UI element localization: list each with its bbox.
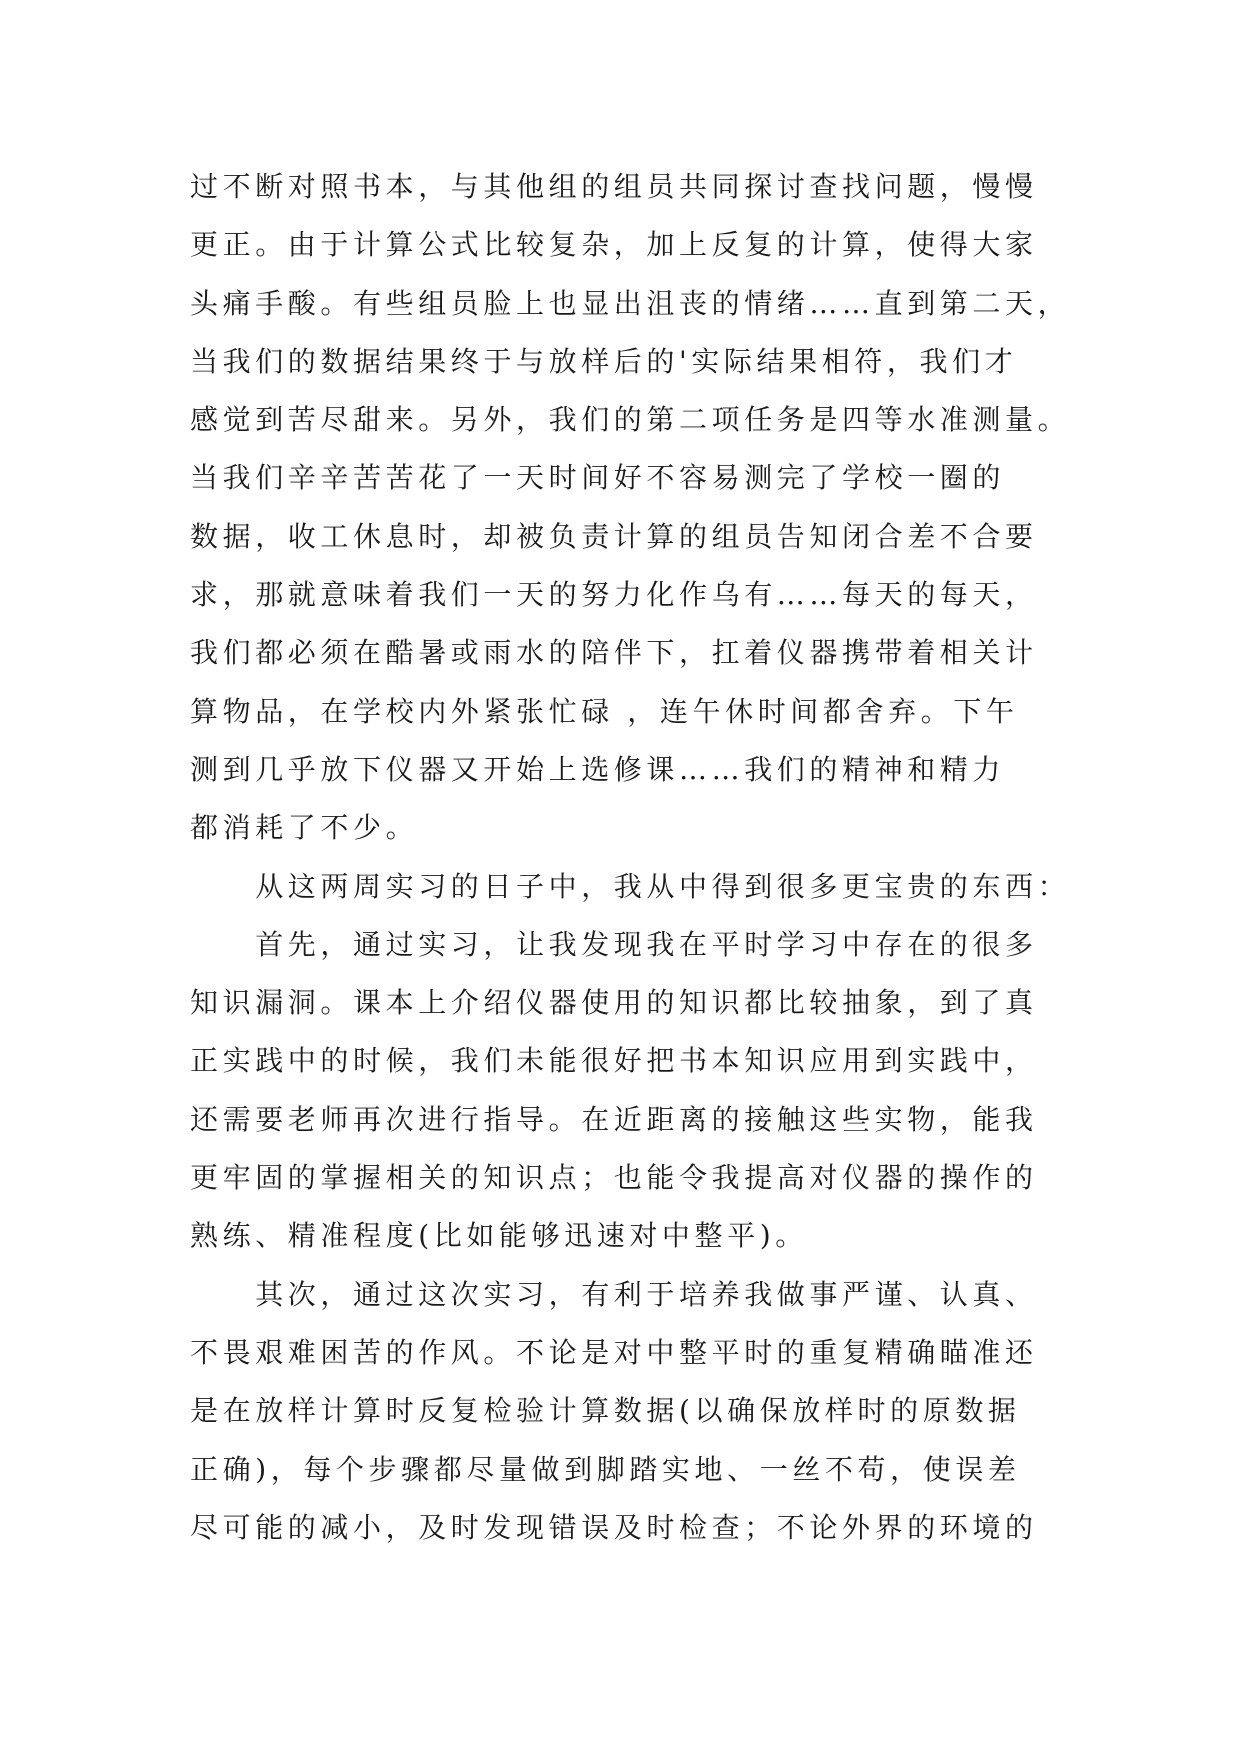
text-line: 正确)，每个步骤都尽量做到脚踏实地、一丝不苟，使误差 [190, 1452, 1021, 1486]
text-line: 更正。由于计算公式比较复杂，加上反复的计算，使得大家 [190, 228, 1038, 262]
text-line: 从这两周实习的日子中，我从中得到很多更宝贵的东西： [190, 869, 1071, 903]
text-line: 是在放样计算时反复检验计算数据(以确保放样时的原数据 [190, 1394, 1021, 1428]
text-line: 知识漏洞。课本上介绍仪器使用的知识都比较抽象，到了真 [190, 986, 1038, 1020]
text-line: 算物品，在学校内外紧张忙碌 ，连午休时间都舍弃。下午 [190, 694, 1019, 728]
text-line: 测到几乎放下仪器又开始上选修课……我们的精神和精力 [190, 752, 1006, 786]
text-line: 正实践中的时候，我们未能很好把书本知识应用到实践中， [190, 1044, 1038, 1078]
text-line: 还需要老师再次进行指导。在近距离的接触这些实物，能我 [190, 1102, 1038, 1136]
text-line: 其次，通过这次实习，有利于培养我做事严谨、认真、 [190, 1277, 1038, 1311]
text-line: 当我们的数据结果终于与放样后的'实际结果相符，我们才 [190, 344, 1018, 378]
text-line: 感觉到苦尽甜来。另外，我们的第二项任务是四等水准测量。 [190, 403, 1071, 437]
text-line: 熟练、精准程度(比如能够迅速对中整平)。 [190, 1219, 808, 1253]
text-line: 尽可能的减小，及时发现错误及时检查；不论外界的环境的 [190, 1510, 1038, 1544]
text-line: 过不断对照书本，与其他组的组员共同探讨查找问题，慢慢 [190, 170, 1038, 203]
body-text [190, 158, 1070, 1557]
text-line: 都消耗了不少。 [190, 811, 419, 845]
text-line: 我们都必须在酷暑或雨水的陪伴下，扛着仪器携带着相关计 [190, 636, 1038, 670]
text-line: 不畏艰难困苦的作风。不论是对中整平时的重复精确瞄准还 [190, 1335, 1038, 1369]
text-line: 求，那就意味着我们一天的努力化作乌有……每天的每天， [190, 578, 1038, 612]
text-line: 更牢固的掌握相关的知识点；也能令我提高对仪器的操作的 [190, 1161, 1038, 1195]
text-line: 当我们辛辛苦苦花了一天时间好不容易测完了学校一圈的 [190, 461, 1006, 495]
text-line: 头痛手酸。有些组员脸上也显出沮丧的情绪……直到第二天， [190, 286, 1071, 320]
text-line: 数据，收工休息时，却被负责计算的组员告知闭合差不合要 [190, 519, 1038, 553]
text-line: 首先，通过实习，让我发现我在平时学习中存在的很多 [190, 927, 1038, 961]
